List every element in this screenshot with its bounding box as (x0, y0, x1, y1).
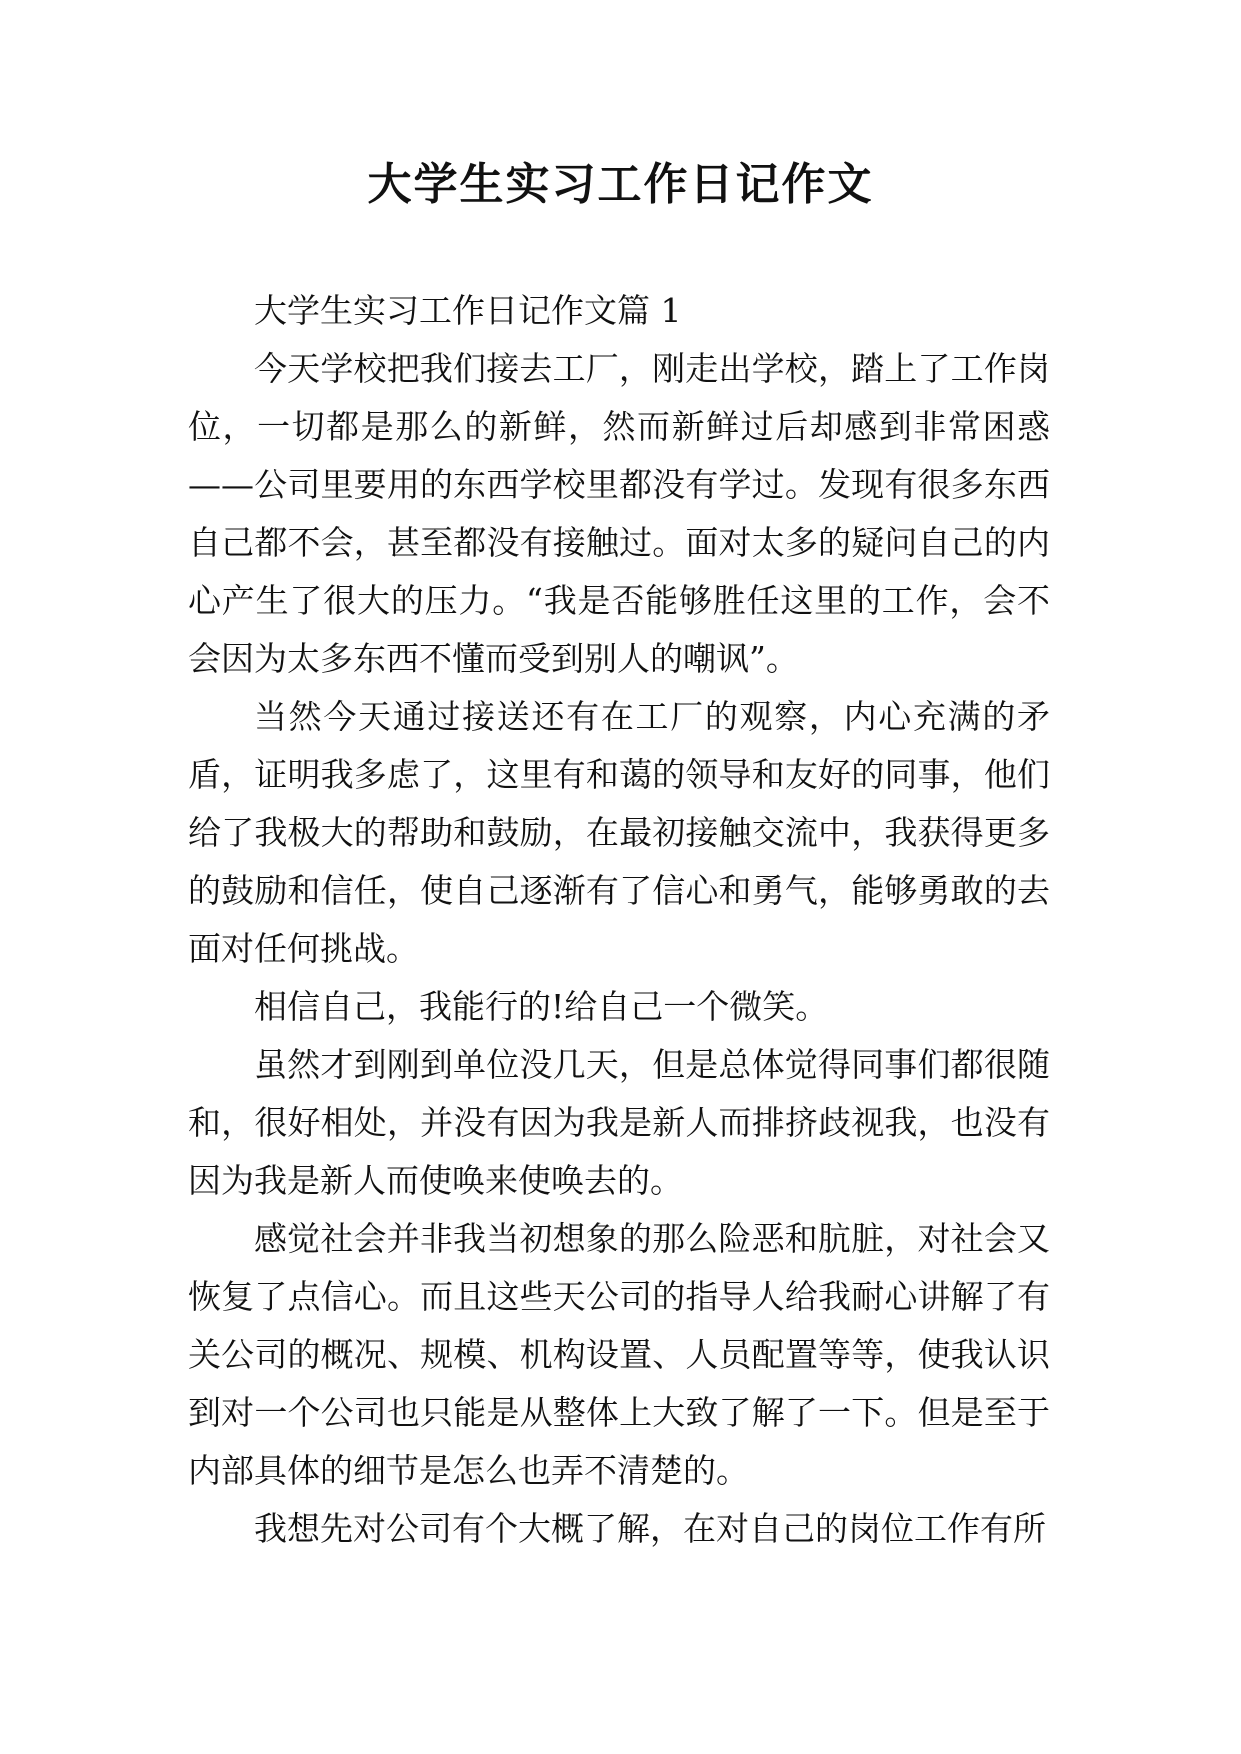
paragraph: 虽然才到刚到单位没几天，但是总体觉得同事们都很随和，很好相处，并没有因为我是新人而排挤歧视我，也没有因为我是新人而使唤来使唤去的。 (188, 1045, 1050, 1200)
paragraph: 今天学校把我们接去工厂，刚走出学校，踏上了工作岗位，一切都是那么的新鲜，然而新鲜过后却感到非常困惑——公司里要用的东西学校里都没有学过。发现有很多东西自己都不会，甚至都没有接触过。面对太多的疑问自己的内心产生了很大的压力。“我是否能够胜任这里的工作，会不会因为太多东西不懂而受到别人的嘲讽”。 (188, 349, 1050, 678)
paragraph: 感觉社会并非我当初想象的那么险恶和肮脏，对社会又恢复了点信心。而且这些天公司的指导人给我耐心讲解了有关公司的概况、规模、机构设置、人员配置等等，使我认识到对一个公司也只能是从整体上大致了解了一下。但是至于内部具体的细节是怎么也弄不清楚的。 (188, 1219, 1050, 1490)
paragraph: 当然今天通过接送还有在工厂的观察，内心充满的矛盾，证明我多虑了，这里有和蔼的领导和友好的同事，他们给了我极大的帮助和鼓励，在最初接触交流中，我获得更多的鼓励和信任，使自己逐渐有了信心和勇气，能够勇敢的去面对任何挑战。 (188, 697, 1050, 968)
paragraph: 我想先对公司有个大概了解，在对自己的岗位工作有所 (254, 1509, 1046, 1548)
document-body (188, 282, 1050, 1558)
section-heading: 大学生实习工作日记作文篇 1 (254, 291, 682, 330)
document-title: 大学生实习工作日记作文 (367, 159, 874, 210)
paragraph: 相信自己，我能行的!给自己一个微笑。 (254, 987, 829, 1026)
